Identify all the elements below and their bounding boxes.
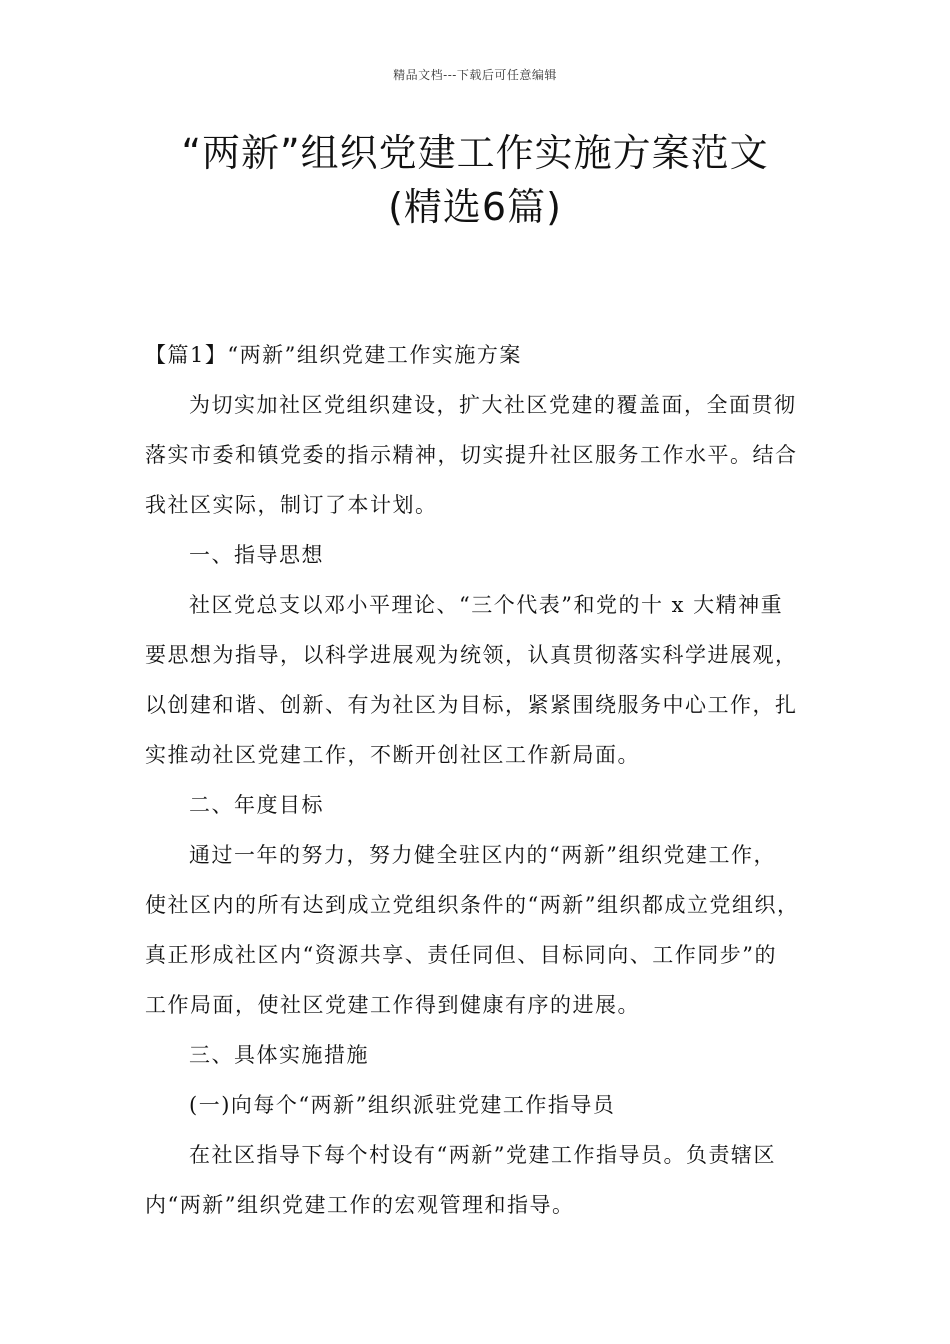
paragraph-line: 落实市委和镇党委的指示精神，切实提升社区服务工作水平。结合	[145, 443, 798, 467]
header-note: 精品文档---下载后可任意编辑	[393, 68, 557, 82]
paragraph-line: 工作局面，使社区党建工作得到健康有序的进展。	[145, 993, 640, 1017]
paragraph-line: 内“两新”组织党建工作的宏观管理和指导。	[145, 1193, 575, 1217]
section-heading-part1: 【篇1】“两新”组织党建工作实施方案	[145, 343, 522, 367]
paragraph-line: 在社区指导下每个村设有“两新”党建工作指导员。负责辖区	[189, 1143, 776, 1167]
document-title	[0, 126, 950, 234]
title-line-1: “两新”组织党建工作实施方案范文	[181, 131, 769, 175]
paragraph-line: 要思想为指导，以科学进展观为统领，认真贯彻落实科学进展观，	[145, 643, 798, 667]
subheading-item-1: (一)向每个“两新”组织派驻党建工作指导员	[189, 1093, 616, 1117]
subheading-annual-goals: 二、年度目标	[189, 793, 324, 817]
paragraph-line: 使社区内的所有达到成立党组织条件的“两新”组织都成立党组织，	[145, 893, 800, 917]
title-line-2: (精选6篇)	[388, 185, 562, 229]
paragraph-line: 为切实加社区党组织建设，扩大社区党建的覆盖面，全面贯彻	[189, 393, 797, 417]
paragraph-line: 真正形成社区内“资源共享、责任同但、目标同向、工作同步”的	[145, 943, 777, 967]
subheading-guiding-ideology: 一、指导思想	[189, 543, 324, 567]
subheading-implementation: 三、具体实施措施	[189, 1043, 369, 1067]
paragraph-line: 以创建和谐、创新、有为社区为目标，紧紧围绕服务中心工作，扎	[145, 693, 798, 717]
paragraph-line: 社区党总支以邓小平理论、“三个代表”和党的十 x 大精神重	[189, 593, 784, 617]
paragraph-line: 实推动社区党建工作，不断开创社区工作新局面。	[145, 743, 640, 767]
document-body	[145, 330, 815, 1230]
paragraph-line: 我社区实际，制订了本计划。	[145, 493, 438, 517]
paragraph-line: 通过一年的努力，努力健全驻区内的“两新”组织党建工作，	[189, 843, 776, 867]
